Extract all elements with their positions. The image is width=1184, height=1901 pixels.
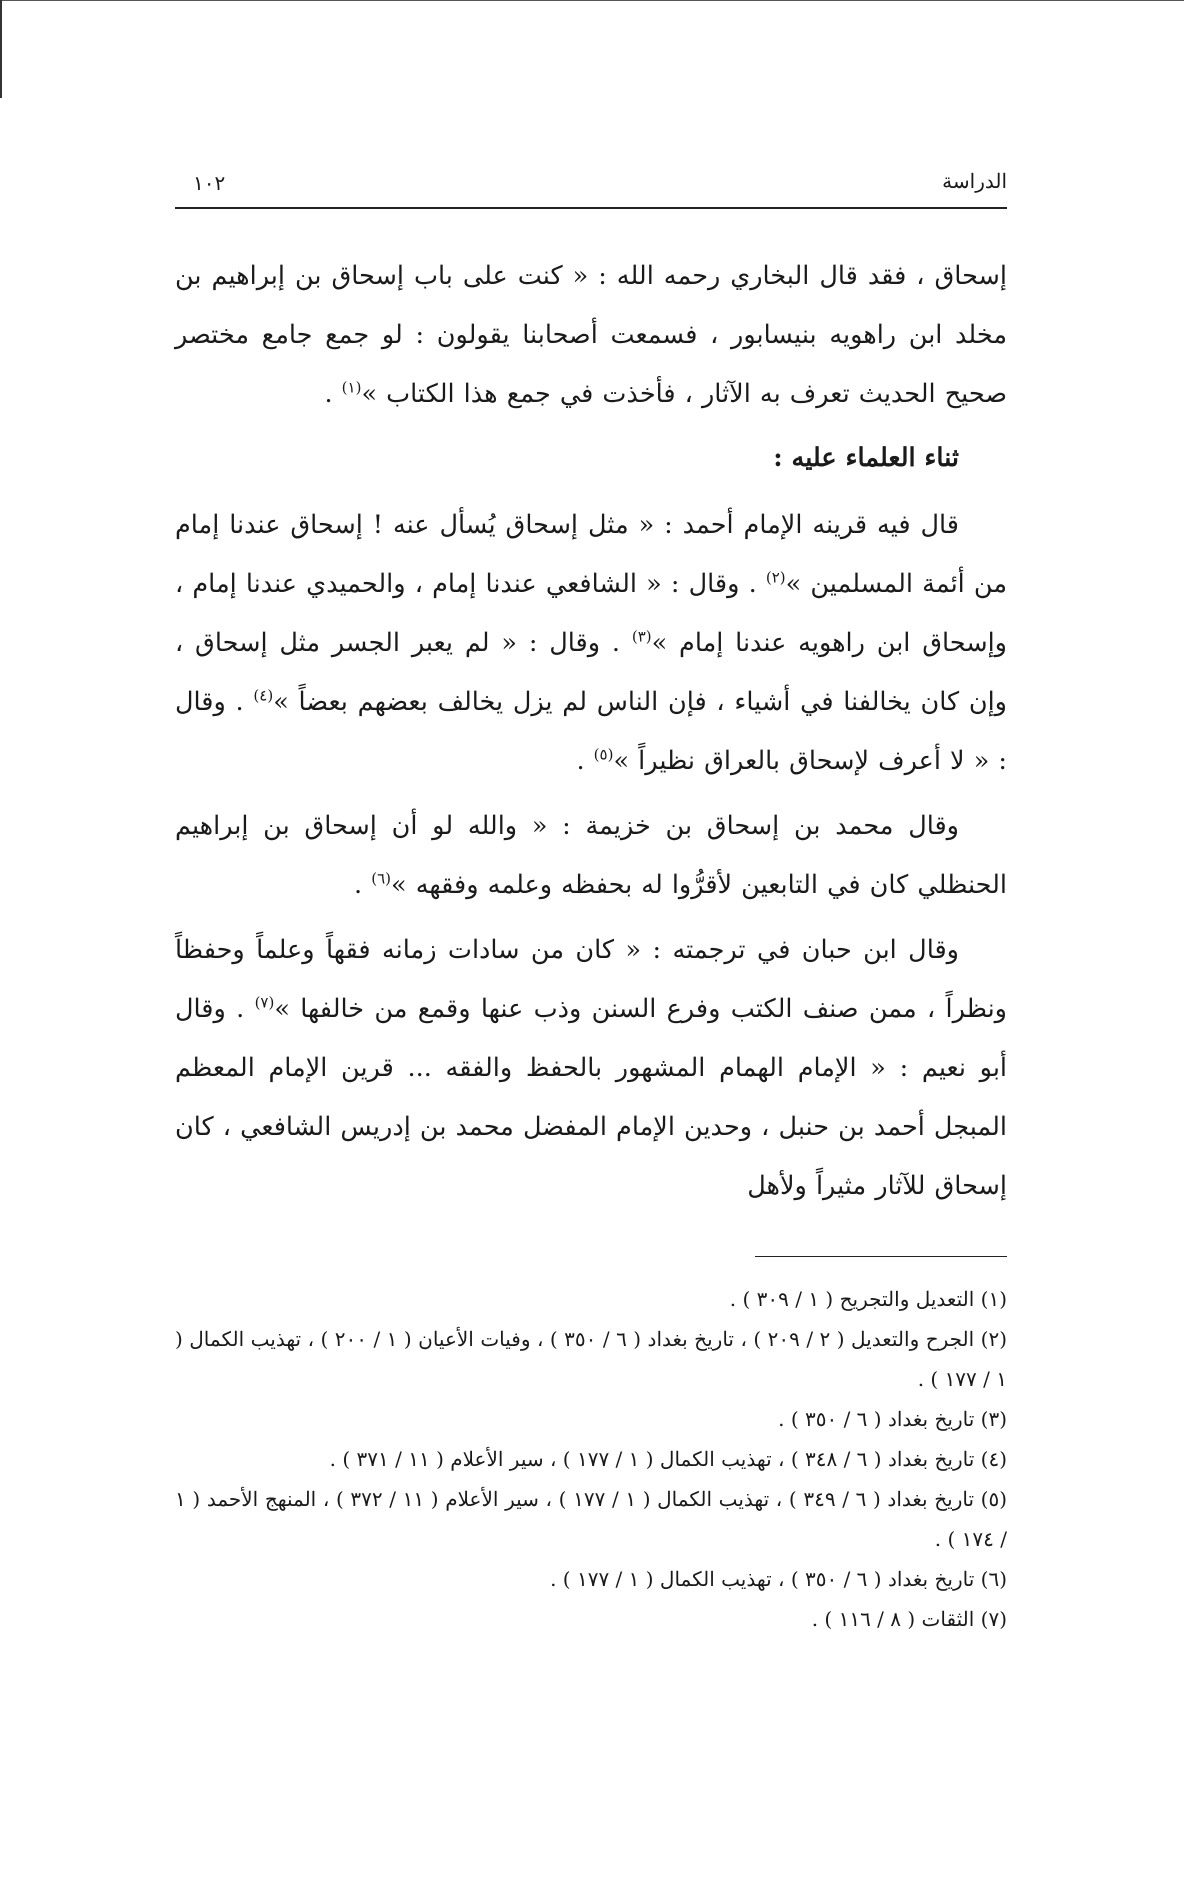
footnote-ref-5[interactable]: (٥) [593,745,614,764]
scan-edge-line [0,0,1184,1]
footnote-ref-6[interactable]: (٦) [371,869,392,888]
paragraph-ibn-khuzayma [175,797,1007,915]
footnotes [175,1279,1007,1639]
running-header [175,165,1007,209]
footnote-separator [755,1256,1007,1257]
footnote-ref-2[interactable]: (٢) [765,568,786,587]
paragraph-text: إسحاق ، فقد قال البخاري رحمه الله : « كنت على باب إسحاق بن إبراهيم بن مخلد ابن راهويه بنيسابور ، فسمعت أصحابنا يقولون : لو جمع جامع مختصر صحيح الحديث تعرف به الآثار ، فأخذت في جمع هذا الكتاب » [175,261,1007,409]
paragraph-text: . وقال : « الشافعي عندنا إمام ، والحميدي عندنا إمام ، وإسحاق ابن راهويه عندنا إمام » [175,569,1007,658]
scan-margin-mark [0,0,2,98]
footnote-ref-4[interactable]: (٤) [253,686,274,705]
paragraph-text: وقال ابن حبان في ترجمته : « كان من سادات زمانه فقهاً وعلماً وحفظاً ونظراً ، ممن صنف الكتب وفرع السنن وذب عنها وقمع من خالفها » [175,935,1007,1024]
paragraph-bukhari-quote [175,247,1007,424]
footnote-item: (٧) الثقات ( ٨ / ١١٦ ) . [811,1607,1007,1631]
footnote-item: (١) التعديل والتجريح ( ١ / ٣٠٩ ) . [729,1287,1007,1311]
footnote-item: (٥) تاريخ بغداد ( ٦ / ٣٤٩ ) ، تهذيب الكمال ( ١ / ١٧٧ ) ، سير الأعلام ( ١١ / ٣٧٢ ) ، المنهج الأحمد ( ١ / ١٧٤ ) . [175,1487,1008,1551]
chapter-title: الدراسة [942,169,1007,193]
footnote-item: (٣) تاريخ بغداد ( ٦ / ٣٥٠ ) . [778,1407,1007,1431]
paragraph-text: . وقال أبو نعيم : « الإمام الهمام المشهور بالحفظ والفقه ... قرين الإمام المعظم المبجل أحمد بن حنبل ، وحدين الإمام المفضل محمد بن إدريس الشافعي ، كان إسحاق للآثار مثيراً ولأهل [175,994,1007,1201]
paragraph-text: . وقال : « لا أعرف لإسحاق بالعراق نظيراً » [175,687,1007,776]
paragraph-text: . [324,379,342,409]
book-page [175,165,1007,1639]
paragraph-text: . [576,746,594,776]
footnote-item: (٢) الجرح والتعديل ( ٢ / ٢٠٩ ) ، تاريخ بغداد ( ٦ / ٣٥٠ ) ، وفيات الأعيان ( ١ / ٢٠٠ ) ، تهذيب الكمال ( ١ / ١٧٧ ) . [175,1327,1008,1391]
footnote-item: (٤) تاريخ بغداد ( ٦ / ٣٤٨ ) ، تهذيب الكمال ( ١ / ١٧٧ ) ، سير الأعلام ( ١١ / ٣٧١ ) . [329,1447,1007,1471]
paragraph-text: . وقال : « لم يعبر الجسر مثل إسحاق ، وإن كان يخالفنا في أشياء ، فإن الناس لم يزل يخالف بعضهم بعضاً » [175,628,1007,717]
main-text [175,247,1007,1216]
footnote-ref-7[interactable]: (٧) [254,993,275,1012]
paragraph-text: . [354,870,372,900]
paragraph-ahmad-praise [175,496,1007,791]
page-number: ١٠٢ [193,171,226,195]
section-heading: ثناء العلماء عليه : [773,443,959,473]
footnote-ref-3[interactable]: (٣) [631,627,652,646]
footnote-item: (٦) تاريخ بغداد ( ٦ / ٣٥٠ ) ، تهذيب الكمال ( ١ / ١٧٧ ) . [550,1567,1007,1591]
paragraph-text: وقال محمد بن إسحاق بن خزيمة : « والله لو أن إسحاق بن إبراهيم الحنظلي كان في التابعين لأقرُّوا له بحفظه وعلمه وفقهه » [175,811,1007,900]
paragraph-text: قال فيه قرينه الإمام أحمد : « مثل إسحاق يُسأل عنه ! إسحاق عندنا إمام من أئمة المسلمين » [175,510,1007,599]
paragraph-ibn-hibban [175,921,1007,1216]
footnote-ref-1[interactable]: (١) [341,378,362,397]
